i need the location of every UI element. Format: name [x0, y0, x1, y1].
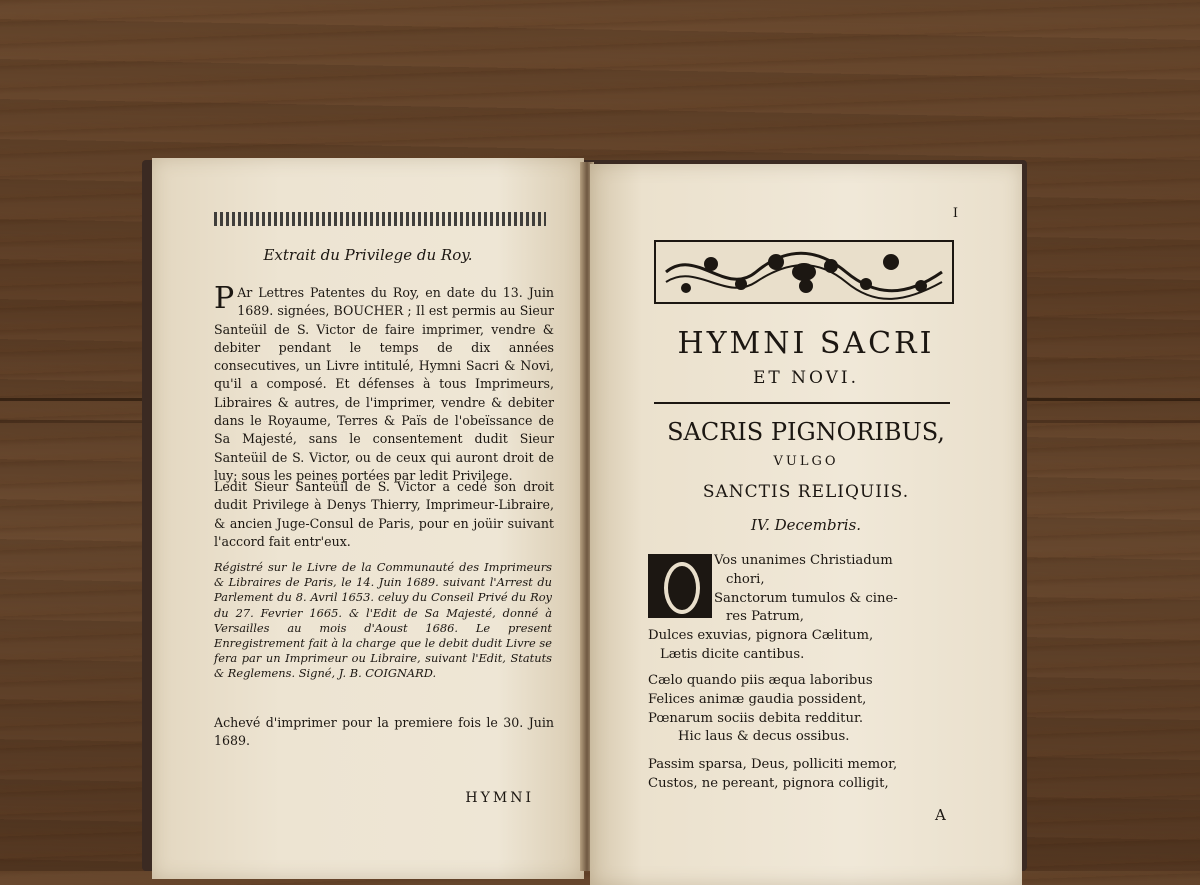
- registration-paragraph: Régistré sur le Livre de la Communauté des Imprimeurs & Libraires de Paris, le 14. Juin 1689. suivant l'Arrest du Parlement du 8. Avril 1653. celuy du Conseil Privé du Roy du 27. Fevrier 1665. & l'Edit de Sa Majesté, donné à Versailles au mois d'Aoust 1686. Le present Enregistrement fait à la charge que le debit dudit Livre se fera par un Imprimeur ou Libraire, suivant l'Edit, Statuts & Reglemens. Signé, J. B. COIGNARD.: [214, 560, 552, 681]
- ornament-strip: [214, 212, 546, 226]
- hymn-heading-3: SANCTIS RELIQUIIS.: [702, 482, 910, 502]
- verse-line: Custos, ne pereant, pignora colligit,: [648, 775, 889, 791]
- stanza-3: [648, 756, 958, 794]
- floral-ornament-icon: [656, 242, 952, 302]
- verse-line: Sanctorum tumulos & cine-: [714, 590, 898, 606]
- verse-line: Lætis dicite cantibus.: [660, 646, 805, 662]
- privilege-title: Extrait du Privilege du Roy.: [263, 246, 473, 264]
- page-number: I: [952, 206, 958, 221]
- hymn-heading-2: VULGO: [773, 454, 839, 469]
- floral-headpiece: [654, 240, 954, 304]
- verse-line: Felices animæ gaudia possident,: [648, 691, 867, 707]
- stanza-2: [648, 672, 958, 747]
- book-title: HYMNI SACRI: [677, 326, 935, 361]
- hymn-heading-1: SACRIS PIGNORIBUS,: [667, 418, 945, 446]
- colophon: Achevé d'imprimer pour la premiere fois le 30. Juin 1689.: [214, 715, 554, 749]
- title-rule: [654, 402, 950, 404]
- privilege-paragraph: [214, 281, 554, 485]
- left-page: [152, 158, 584, 879]
- verse-line: Vos unanimes Christiadum: [714, 553, 893, 568]
- stanza-1: [648, 552, 958, 665]
- verse-line: Cælo quando piis æqua laboribus: [648, 673, 873, 688]
- book-subtitle: ET NOVI.: [752, 368, 860, 388]
- verse-line: Pœnarum sociis debita redditur.: [648, 710, 864, 726]
- cession-paragraph: Ledit Sieur Santeüil de S. Victor a cedé son droit dudit Privilege à Denys Thierry, Imprimeur-Libraire, & ancien Juge-Consul de Paris, pour en joüir suivant l'accord fait entr'eux.: [214, 479, 554, 549]
- catchword: HYMNI: [465, 790, 534, 806]
- verse-line: Dulces exuvias, pignora Cælitum,: [648, 628, 874, 644]
- verse-line: chori,: [726, 571, 765, 587]
- privilege-text: Ar Lettres Patentes du Roy, en date du 13. Juin 1689. signées, BOUCHER ; Il est permis au Sieur Santeüil de S. Victor de faire imprimer, vendre & debiter pendant le temps de dix années consecutives, un Livre intitulé, Hymni Sacri & Novi, qu'il a composé. Et défenses à tous Imprimeurs, Libraires & autres, de l'imprimer, vendre & debiter dans le Royaume, Terres & Païs de l'obeïssance de Sa Majesté, sans le consentement dudit Sieur Santeüil de S. Victor, ou de ceux qui auront droit de luy; sous les peines portées par ledit Privilege.: [214, 285, 554, 483]
- feast-date: IV. Decembris.: [750, 516, 862, 534]
- right-page: [590, 164, 1022, 885]
- verse-line: Passim sparsa, Deus, polliciti memor,: [648, 757, 898, 772]
- open-book: [142, 150, 1027, 871]
- dropcap-letter: P: [214, 281, 235, 316]
- verse-line: res Patrum,: [726, 609, 805, 625]
- signature-mark: A: [935, 806, 946, 824]
- verse-line: Hic laus & decus ossibus.: [678, 729, 850, 745]
